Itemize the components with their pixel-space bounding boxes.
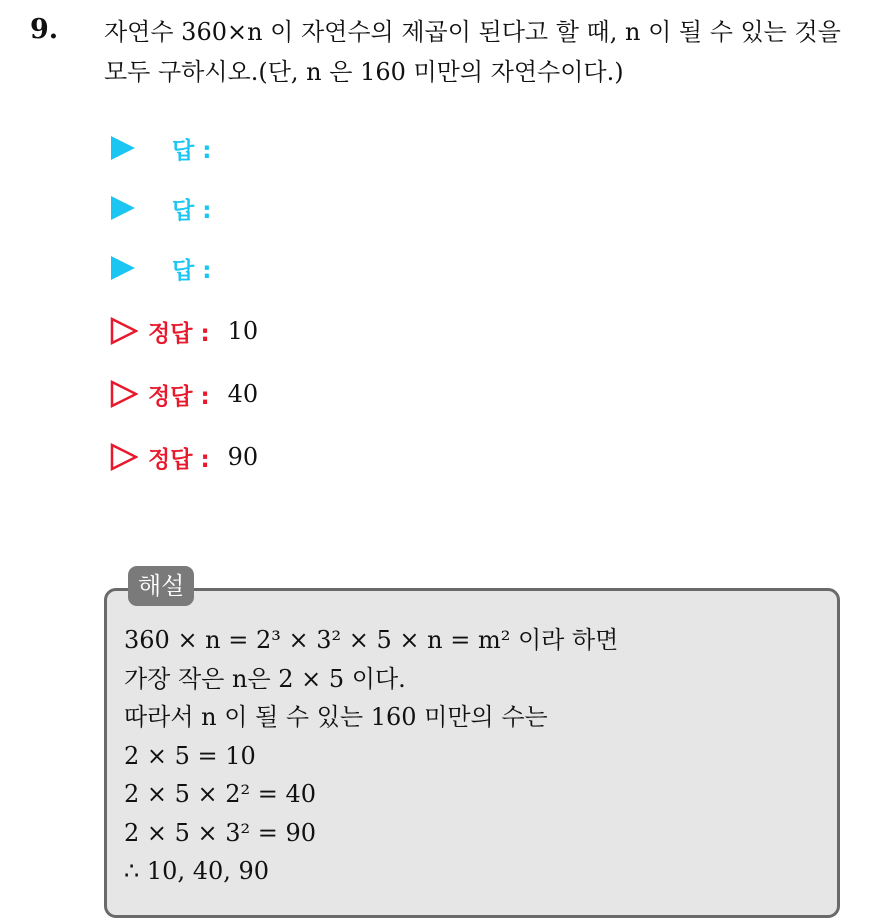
solution-value: 10 — [227, 317, 259, 345]
outline-triangle-icon — [110, 443, 138, 471]
play-triangle-icon — [110, 255, 136, 281]
outline-triangle-icon — [110, 317, 138, 345]
solution-value: 40 — [227, 380, 259, 408]
question-text — [104, 12, 874, 92]
solution-row — [110, 313, 258, 349]
solution-label: 정답 : — [148, 383, 210, 410]
explanation-line: ∴ 10, 40, 90 — [124, 857, 270, 885]
answer-label: 답 : — [172, 257, 212, 284]
answer-row — [110, 190, 211, 226]
answer-label: 답 : — [172, 197, 212, 224]
answer-row — [110, 250, 211, 286]
play-triangle-icon — [110, 135, 136, 161]
solution-row — [110, 439, 258, 475]
explanation-tag: 해설 — [128, 566, 194, 606]
outline-triangle-icon — [110, 380, 138, 408]
solution-value: 90 — [227, 443, 259, 471]
explanation-body — [124, 621, 618, 891]
solution-label: 정답 : — [148, 446, 210, 473]
question-number: 9. — [30, 14, 59, 45]
explanation-line: 2 × 5 × 3² = 90 — [124, 818, 317, 847]
explanation-line: 360 × n = 2³ × 3² × 5 × n = m² 이라 하면 — [124, 626, 619, 654]
solution-label: 정답 : — [148, 320, 210, 347]
explanation-line: 따라서 n 이 될 수 있는 160 미만의 수는 — [124, 703, 548, 731]
answer-label: 답 : — [172, 137, 212, 164]
explanation-line: 가장 작은 n은 2 × 5 이다. — [124, 664, 406, 693]
solution-row — [110, 376, 258, 412]
explanation-line: 2 × 5 = 10 — [124, 741, 256, 770]
answer-row — [110, 130, 211, 166]
play-triangle-icon — [110, 195, 136, 221]
question-line-1: 자연수 360×n 이 자연수의 제곱이 된다고 할 때, n 이 될 수 있는 것을 — [104, 18, 841, 46]
explanation-line: 2 × 5 × 2² = 40 — [124, 780, 317, 808]
question-line-2: 모두 구하시오.(단, n 은 160 미만의 자연수이다.) — [104, 58, 624, 86]
